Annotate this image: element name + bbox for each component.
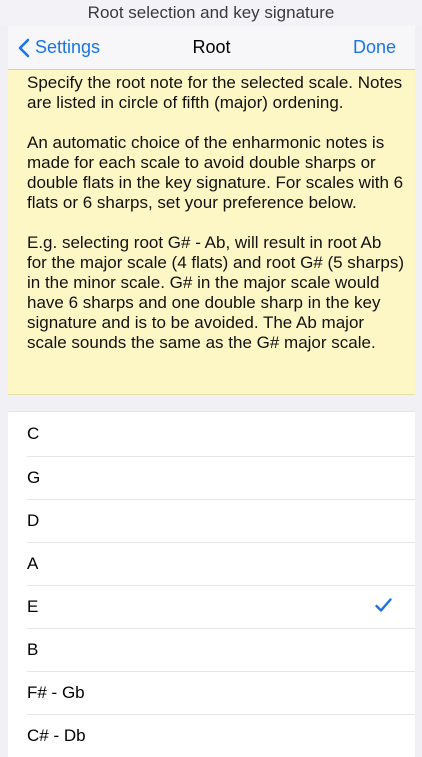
info-paragraph: An automatic choice of the enharmonic notes is made for each scale to avoid double sharps or double flats in the key signature. For scales with 6 flats or 6 sharps, set your preference below. — [27, 133, 404, 212]
back-button-label: Settings — [35, 37, 101, 57]
root-option-c-sharp-d-flat[interactable] — [8, 714, 415, 757]
root-note-list — [8, 411, 415, 757]
root-option-label: C — [27, 424, 40, 443]
info-paragraph: E.g. selecting root G# - Ab, will result in root Ab for the major scale (4 flats) and root G# (5 sharps) in the minor scale. G# in the major scale would have 6 sharps and one double sharp in the key signature and is to be avoided. The Ab major scale sounds the same as the G# major scale. — [27, 233, 404, 352]
info-paragraph: Specify the root note for the selected scale. Notes are listed in circle of fifth (major) ordening. — [27, 73, 403, 112]
root-option-d[interactable] — [8, 499, 415, 542]
root-option-label: C# - Db — [27, 725, 86, 745]
root-option-label: F# - Gb — [27, 682, 85, 702]
root-option-e[interactable] — [8, 585, 415, 628]
root-option-g[interactable] — [8, 456, 415, 499]
root-option-b[interactable] — [8, 628, 415, 671]
root-option-a[interactable] — [8, 542, 415, 585]
root-option-label: A — [27, 553, 39, 573]
chevron-left-icon — [18, 38, 30, 58]
screenshot-caption: Root selection and key signature — [0, 0, 422, 26]
root-option-label: D — [27, 510, 40, 530]
checkmark-icon — [375, 598, 392, 613]
info-panel — [8, 70, 415, 395]
back-button[interactable] — [18, 26, 100, 69]
done-button[interactable]: Done — [352, 37, 396, 57]
root-option-f-sharp-g-flat[interactable] — [8, 671, 415, 714]
root-option-c[interactable] — [8, 412, 415, 456]
navigation-bar — [8, 26, 415, 70]
root-option-label: G — [27, 467, 41, 487]
page-title: Root — [192, 37, 231, 57]
root-option-label: E — [27, 596, 39, 616]
root-option-label: B — [27, 639, 39, 659]
